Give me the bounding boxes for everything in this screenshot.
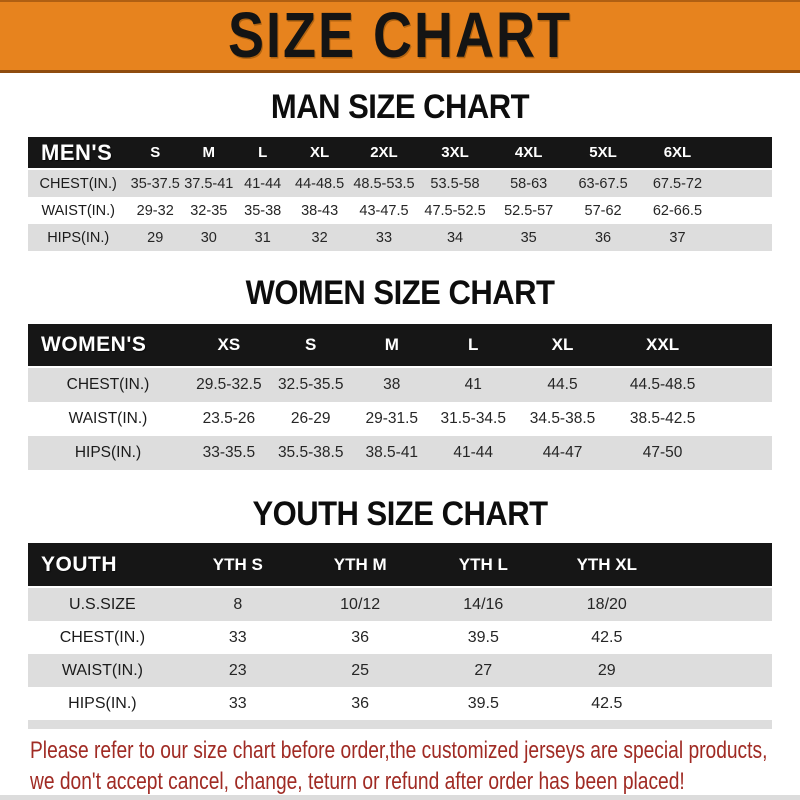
women-size-table <box>28 324 772 470</box>
women-cell: 38.5-41 <box>365 444 419 461</box>
men-row-label: CHEST(IN.) <box>39 175 117 192</box>
men-cell: 33 <box>375 229 393 246</box>
men-cell: 43-47.5 <box>359 202 409 219</box>
youth-cell: 36 <box>351 628 370 646</box>
women-row-filler <box>715 436 772 470</box>
women-cell: 26-29 <box>290 410 331 427</box>
women-cell: 38 <box>383 376 401 393</box>
men-cell: 58-63 <box>510 175 548 192</box>
youth-cell: 39.5 <box>467 694 499 712</box>
men-cell: 47.5-52.5 <box>424 202 486 219</box>
men-row-label: HIPS(IN.) <box>47 229 110 246</box>
men-data-row <box>28 170 772 197</box>
youth-cell: 42.5 <box>591 628 623 646</box>
youth-column-header: YTH S <box>212 554 263 574</box>
men-section-heading: MAN SIZE CHART <box>270 86 530 127</box>
youth-data-row <box>28 687 772 720</box>
youth-cell: 33 <box>228 628 247 646</box>
men-column-header: 3XL <box>441 144 469 161</box>
women-cell: 41 <box>464 376 482 393</box>
bottom-edge-strip <box>0 795 800 800</box>
men-row-label: WAIST(IN.) <box>41 202 115 219</box>
women-data-row <box>28 368 772 402</box>
youth-row-filler <box>669 621 772 654</box>
men-cell: 44-48.5 <box>295 175 345 192</box>
men-cell: 52.5-57 <box>504 202 554 219</box>
men-cell: 35-38 <box>244 202 282 219</box>
men-column-header: 2XL <box>370 144 398 161</box>
women-cell: 44-47 <box>542 444 583 461</box>
men-cell: 35 <box>520 229 537 246</box>
men-cell: 35-37.5 <box>130 175 180 192</box>
youth-data-row <box>28 654 772 687</box>
men-row-filler <box>715 197 772 224</box>
women-header-row <box>28 324 772 366</box>
women-row-label: CHEST(IN.) <box>66 376 150 393</box>
youth-header-row <box>28 543 772 586</box>
men-column-header: XL <box>310 144 330 161</box>
men-cell: 37.5-41 <box>184 175 234 192</box>
women-column-header: XL <box>551 335 574 354</box>
youth-data-row <box>28 588 772 621</box>
men-column-header: 6XL <box>663 144 692 161</box>
banner-title: SIZE CHART <box>228 0 572 72</box>
youth-row-filler <box>669 588 772 621</box>
women-cell: 44.5-48.5 <box>629 376 696 393</box>
men-cell: 32-35 <box>190 202 228 219</box>
youth-cell: 27 <box>474 661 493 679</box>
men-cell: 29 <box>147 229 164 246</box>
women-section <box>0 272 800 470</box>
disclaimer-line-1: Please refer to our size chart before order,the customized jerseys are special products, <box>30 737 768 764</box>
youth-cell: 39.5 <box>467 628 499 646</box>
disclaimer-line-2: we don't accept cancel, change, teturn or refund after order has been placed! <box>30 768 685 795</box>
women-cell: 44.5 <box>547 376 578 393</box>
men-corner-label: MEN'S <box>41 139 113 165</box>
youth-section-heading: YOUTH SIZE CHART <box>252 493 548 534</box>
youth-column-header: YTH XL <box>576 554 638 574</box>
youth-row-label: CHEST(IN.) <box>59 628 146 646</box>
youth-row-label: U.S.SIZE <box>69 595 136 613</box>
women-column-header: XXL <box>646 335 680 354</box>
youth-row-label: HIPS(IN.) <box>68 694 137 712</box>
youth-section <box>0 493 800 729</box>
women-cell: 41-44 <box>453 444 494 461</box>
men-header-filler <box>715 137 772 168</box>
women-cell: 33-35.5 <box>202 444 256 461</box>
women-cell: 34.5-38.5 <box>529 410 596 427</box>
men-column-header: L <box>258 144 268 161</box>
youth-header-filler <box>669 543 772 586</box>
men-cell: 31 <box>254 229 271 246</box>
women-corner-label: WOMEN'S <box>41 333 147 356</box>
women-cell: 32.5-35.5 <box>277 376 344 393</box>
women-row-label: WAIST(IN.) <box>68 410 148 427</box>
men-column-header: M <box>202 144 216 161</box>
women-column-header: S <box>305 335 317 354</box>
men-cell: 62-66.5 <box>652 202 703 219</box>
youth-cell: 42.5 <box>591 694 623 712</box>
women-column-header: M <box>384 335 399 354</box>
men-cell: 36 <box>594 229 612 246</box>
women-cell: 31.5-34.5 <box>440 410 506 427</box>
men-cell: 29-32 <box>136 202 174 219</box>
youth-data-row <box>28 621 772 654</box>
women-header-filler <box>715 324 772 366</box>
men-section <box>0 86 800 251</box>
youth-column-header: YTH L <box>458 554 508 574</box>
men-cell: 30 <box>200 229 217 246</box>
youth-row-filler <box>669 687 772 720</box>
youth-cell: 8 <box>233 595 243 613</box>
men-cell: 57-62 <box>584 202 622 219</box>
youth-cell: 33 <box>228 694 247 712</box>
disclaimer <box>30 735 800 797</box>
men-row-filler <box>715 170 772 197</box>
women-section-heading: WOMEN SIZE CHART <box>245 272 555 313</box>
men-cell: 67.5-72 <box>652 175 703 192</box>
youth-cell: 23 <box>228 661 247 679</box>
men-cell: 32 <box>311 229 328 246</box>
women-row-filler <box>715 402 772 436</box>
women-data-row <box>28 402 772 436</box>
women-cell: 23.5-26 <box>202 410 256 427</box>
youth-cell: 25 <box>351 661 370 679</box>
youth-row-filler <box>669 654 772 687</box>
women-row-label: HIPS(IN.) <box>74 444 142 461</box>
women-cell: 47-50 <box>642 444 683 461</box>
women-cell: 38.5-42.5 <box>629 410 696 427</box>
men-header-row <box>28 137 772 168</box>
men-data-row <box>28 224 772 251</box>
men-column-header: 4XL <box>514 144 543 161</box>
women-column-header: L <box>468 335 479 354</box>
men-cell: 41-44 <box>244 175 282 192</box>
women-column-header: XS <box>217 335 241 354</box>
youth-cell: 14/16 <box>463 595 504 613</box>
men-cell: 37 <box>669 229 686 246</box>
women-cell: 29-31.5 <box>365 410 419 427</box>
women-row-filler <box>715 368 772 402</box>
youth-size-table <box>28 543 772 720</box>
men-cell: 53.5-58 <box>430 175 480 192</box>
men-cell: 34 <box>446 229 464 246</box>
youth-cell: 18/20 <box>586 595 627 613</box>
women-cell: 29.5-32.5 <box>196 376 262 393</box>
youth-corner-label: YOUTH <box>41 552 117 576</box>
men-size-table <box>28 137 772 251</box>
women-cell: 35.5-38.5 <box>277 444 344 461</box>
youth-cell: 10/12 <box>340 595 381 613</box>
men-cell: 38-43 <box>301 202 339 219</box>
men-column-header: S <box>150 144 161 161</box>
women-data-row <box>28 436 772 470</box>
men-column-header: 5XL <box>589 144 617 161</box>
men-cell: 63-67.5 <box>578 175 628 192</box>
men-row-filler <box>715 224 772 251</box>
men-data-row <box>28 197 772 224</box>
youth-column-header: YTH M <box>333 554 387 574</box>
youth-cell: 29 <box>597 661 616 679</box>
youth-row-label: WAIST(IN.) <box>61 661 143 679</box>
youth-table-footer-strip <box>28 720 772 729</box>
men-cell: 48.5-53.5 <box>353 175 415 192</box>
banner <box>0 0 800 73</box>
youth-cell: 36 <box>351 694 370 712</box>
